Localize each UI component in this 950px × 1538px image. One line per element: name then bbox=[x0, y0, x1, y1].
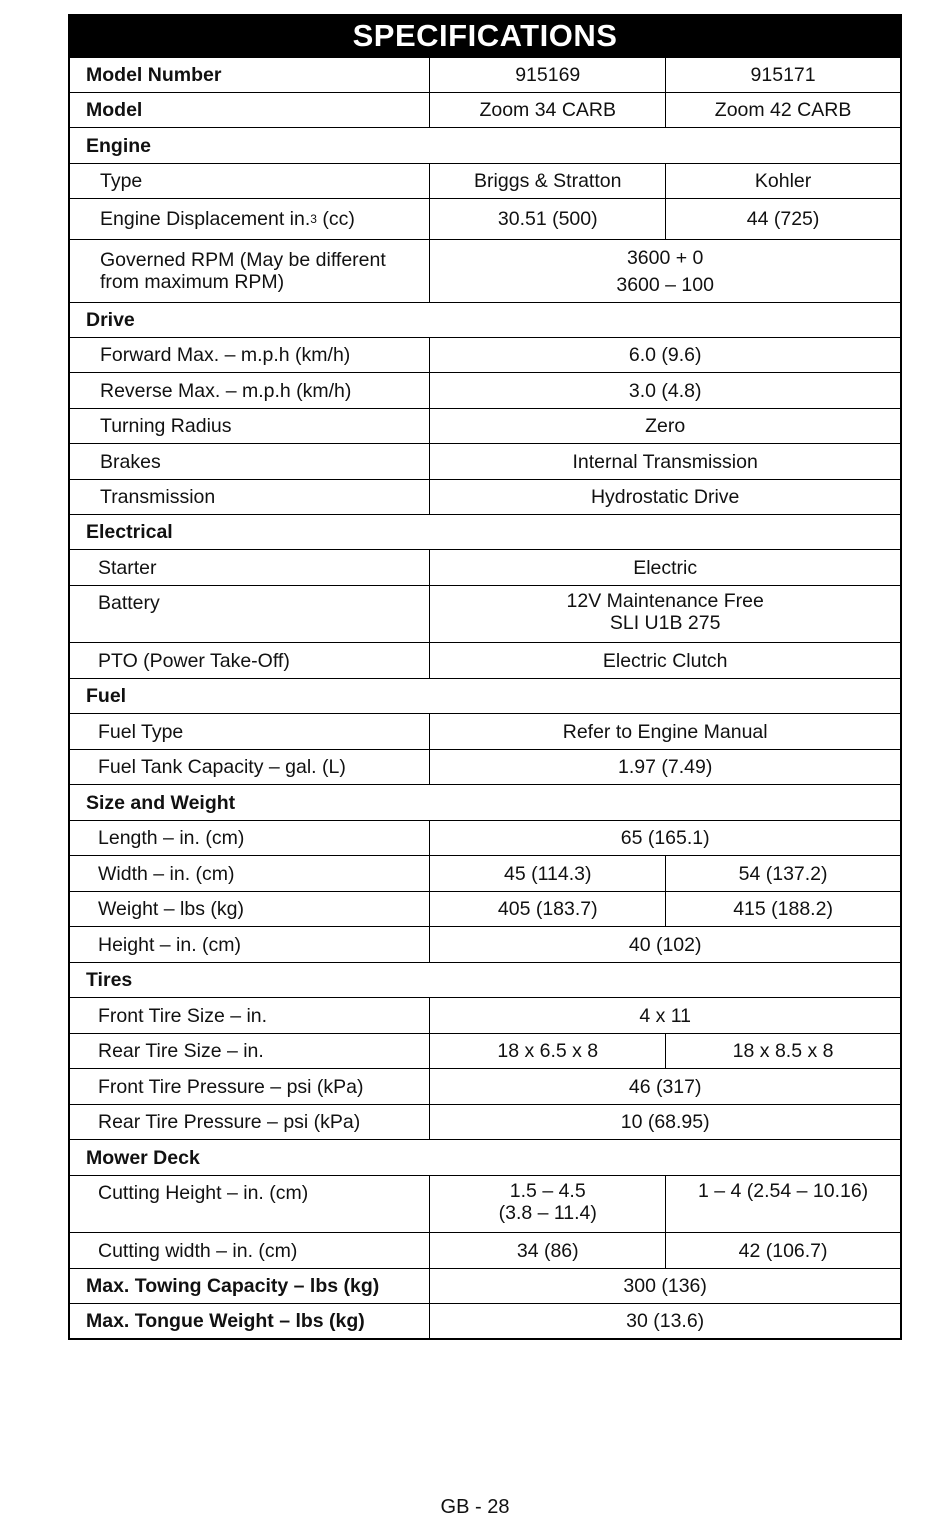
table-row bbox=[68, 1176, 902, 1233]
table-row bbox=[68, 927, 902, 963]
table-row bbox=[68, 856, 902, 892]
cell-value: 40 (102) bbox=[628, 933, 702, 956]
table-row bbox=[68, 1034, 902, 1069]
cell-value: 42 (106.7) bbox=[665, 1233, 900, 1268]
table-row bbox=[68, 1233, 902, 1269]
value-line: 12V Maintenance Free bbox=[566, 590, 764, 612]
section-header bbox=[68, 128, 902, 164]
row-label: Engine Displacement in. 3 (cc) bbox=[70, 199, 430, 239]
cell-value: 10 (68.95) bbox=[620, 1111, 710, 1133]
row-label: Max. Tongue Weight – lbs (kg) bbox=[70, 1304, 430, 1338]
section-title: Tires bbox=[86, 969, 133, 991]
table-row bbox=[68, 58, 902, 93]
row-label: Cutting width – in. (cm) bbox=[70, 1233, 430, 1268]
table-row bbox=[68, 480, 902, 515]
section-title: Size and Weight bbox=[86, 791, 236, 814]
specifications-table bbox=[68, 14, 902, 1340]
section-title: Fuel bbox=[86, 685, 127, 707]
table-row bbox=[68, 1304, 902, 1340]
row-label: Rear Tire Size – in. bbox=[70, 1034, 430, 1068]
cell-value: Electric bbox=[633, 556, 698, 579]
cell-value: 915171 bbox=[665, 58, 900, 92]
row-label: Width – in. (cm) bbox=[70, 856, 430, 891]
table-row bbox=[68, 164, 902, 199]
table-row bbox=[68, 750, 902, 785]
row-label: Type bbox=[70, 164, 430, 198]
value-line: (3.8 – 11.4) bbox=[498, 1202, 597, 1224]
row-label: Battery bbox=[70, 586, 430, 642]
cell-value: Zoom 34 CARB bbox=[479, 99, 617, 121]
cell-value: 54 (137.2) bbox=[665, 856, 900, 891]
table-row bbox=[68, 444, 902, 480]
section-title: Electrical bbox=[86, 521, 173, 543]
row-label: PTO (Power Take-Off) bbox=[70, 643, 430, 678]
cell-value: 915169 bbox=[515, 64, 581, 86]
row-label: Height – in. (cm) bbox=[70, 927, 430, 962]
table-row bbox=[68, 643, 902, 679]
section-title: Engine bbox=[86, 134, 152, 157]
table-row bbox=[68, 373, 902, 409]
table-row bbox=[68, 338, 902, 373]
table-row bbox=[68, 821, 902, 856]
section-header bbox=[68, 785, 902, 821]
table-row bbox=[68, 586, 902, 643]
cell-value: 46 (317) bbox=[628, 1075, 702, 1098]
row-label: Model bbox=[70, 93, 430, 127]
cell-value: 44 (725) bbox=[665, 199, 900, 239]
cell-value: Briggs & Stratton bbox=[474, 170, 622, 192]
cell-value: Hydrostatic Drive bbox=[590, 486, 740, 508]
section-header bbox=[68, 963, 902, 998]
cell-value: 34 (86) bbox=[516, 1239, 579, 1262]
row-label: Weight – lbs (kg) bbox=[70, 892, 430, 926]
cell-value: 6.0 (9.6) bbox=[628, 344, 702, 366]
row-label: Fuel Type bbox=[70, 714, 430, 749]
cell-value: Zero bbox=[645, 415, 686, 437]
label-text: (cc) bbox=[316, 208, 355, 230]
section-header bbox=[68, 679, 902, 714]
row-label bbox=[70, 240, 430, 302]
table-row bbox=[68, 240, 902, 303]
value-line: 1.5 – 4.5 bbox=[509, 1180, 586, 1202]
section-title: Mower Deck bbox=[86, 1146, 200, 1169]
cell-value: 45 (114.3) bbox=[504, 862, 592, 885]
label-text: Engine Displacement in. bbox=[100, 208, 311, 230]
cell-value: 30.51 (500) bbox=[497, 208, 598, 230]
section-title: Drive bbox=[86, 309, 135, 331]
row-label: Forward Max. – m.p.h (km/h) bbox=[70, 338, 430, 372]
section-header bbox=[68, 1140, 902, 1176]
value-line: 3600 – 100 bbox=[616, 273, 714, 296]
table-row bbox=[68, 1269, 902, 1304]
cell-value: 18 x 8.5 x 8 bbox=[665, 1034, 900, 1068]
page-number: GB - 28 bbox=[440, 1496, 510, 1518]
cell-value: Kohler bbox=[665, 164, 900, 198]
cell-value: 405 (183.7) bbox=[497, 898, 598, 920]
row-label: Max. Towing Capacity – lbs (kg) bbox=[70, 1269, 430, 1303]
cell-value: 18 x 6.5 x 8 bbox=[497, 1040, 599, 1062]
row-label: Brakes bbox=[70, 444, 430, 479]
cell-value: 300 (136) bbox=[623, 1275, 707, 1297]
cell-value bbox=[430, 1176, 665, 1232]
row-label: Turning Radius bbox=[70, 409, 430, 443]
cell-value: 30 (13.6) bbox=[626, 1310, 705, 1332]
cell-value: Refer to Engine Manual bbox=[562, 720, 768, 743]
page-title: SPECIFICATIONS bbox=[68, 14, 902, 58]
table-row bbox=[68, 714, 902, 750]
table-row bbox=[68, 892, 902, 927]
cell-value: 1.97 (7.49) bbox=[618, 756, 713, 778]
row-label: Model Number bbox=[70, 58, 430, 92]
cell-value bbox=[430, 240, 900, 302]
row-label: Front Tire Pressure – psi (kPa) bbox=[70, 1069, 430, 1104]
table-row bbox=[68, 199, 902, 240]
row-label: Starter bbox=[70, 550, 430, 585]
row-label: Fuel Tank Capacity – gal. (L) bbox=[70, 750, 430, 784]
label-line: Governed RPM (May be different bbox=[100, 249, 386, 271]
cell-value: 65 (165.1) bbox=[620, 827, 710, 849]
cell-value: 415 (188.2) bbox=[665, 892, 900, 926]
cell-value bbox=[430, 586, 900, 642]
label-line: from maximum RPM) bbox=[100, 271, 285, 293]
cell-value: Zoom 42 CARB bbox=[665, 93, 900, 127]
cell-value: Electric Clutch bbox=[602, 649, 728, 672]
table-row bbox=[68, 1105, 902, 1140]
table-row bbox=[68, 93, 902, 128]
section-header bbox=[68, 303, 902, 338]
section-header bbox=[68, 515, 902, 550]
table-row bbox=[68, 409, 902, 444]
table-row bbox=[68, 1069, 902, 1105]
cell-value: 4 x 11 bbox=[639, 1004, 692, 1027]
cell-value: 3.0 (4.8) bbox=[628, 379, 702, 402]
table-row bbox=[68, 550, 902, 586]
cell-value: Internal Transmission bbox=[572, 450, 758, 473]
row-label: Rear Tire Pressure – psi (kPa) bbox=[70, 1105, 430, 1139]
row-label: Cutting Height – in. (cm) bbox=[70, 1176, 430, 1232]
row-label: Reverse Max. – m.p.h (km/h) bbox=[70, 373, 430, 408]
table-row bbox=[68, 998, 902, 1034]
row-label: Length – in. (cm) bbox=[70, 821, 430, 855]
cell-value: 1 – 4 (2.54 – 10.16) bbox=[665, 1176, 900, 1232]
row-label: Front Tire Size – in. bbox=[70, 998, 430, 1033]
row-label: Transmission bbox=[70, 480, 430, 514]
value-line: 3600 + 0 bbox=[626, 246, 704, 269]
value-line: SLI U1B 275 bbox=[609, 612, 721, 634]
